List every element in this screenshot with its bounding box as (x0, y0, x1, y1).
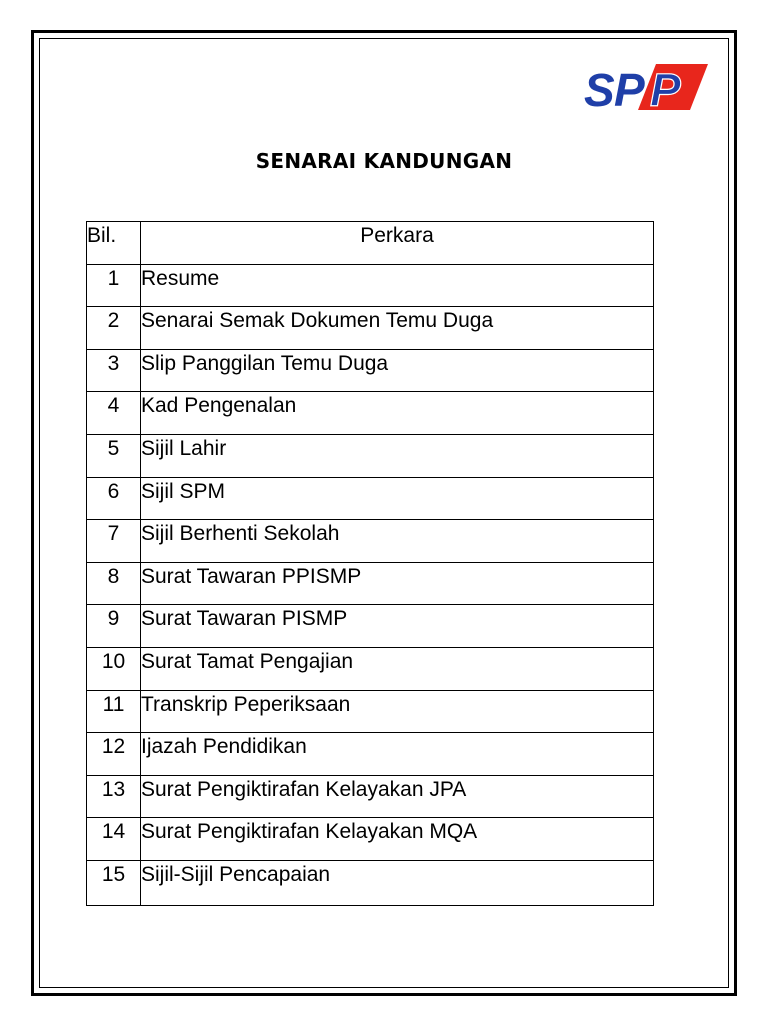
row-number: 15 (87, 860, 141, 905)
document-title: SENARAI KANDUNGAN (255, 149, 513, 173)
row-item: Slip Panggilan Temu Duga (141, 349, 654, 392)
row-number: 1 (87, 264, 141, 307)
table-row (87, 818, 654, 861)
row-item: Transkrip Peperiksaan (141, 690, 654, 733)
table-row (87, 307, 654, 350)
table-row (87, 690, 654, 733)
row-number: 7 (87, 520, 141, 563)
contents-table (86, 221, 654, 906)
row-number: 9 (87, 605, 141, 648)
row-item: Sijil-Sijil Pencapaian (141, 860, 654, 905)
table-row (87, 264, 654, 307)
table-row (87, 733, 654, 776)
row-number: 4 (87, 392, 141, 435)
row-item: Surat Tawaran PISMP (141, 605, 654, 648)
row-item: Surat Tamat Pengajian (141, 647, 654, 690)
row-item: Kad Pengenalan (141, 392, 654, 435)
table-row (87, 860, 654, 905)
row-number: 14 (87, 818, 141, 861)
table-row (87, 562, 654, 605)
table-header-row (87, 222, 654, 265)
column-header-number: Bil. (87, 222, 141, 265)
row-number: 13 (87, 775, 141, 818)
row-number: 12 (87, 733, 141, 776)
svg-text:S: S (584, 64, 615, 116)
table-row (87, 434, 654, 477)
column-header-item: Perkara (141, 222, 654, 265)
row-number: 3 (87, 349, 141, 392)
row-item: Resume (141, 264, 654, 307)
table-row (87, 477, 654, 520)
table-row (87, 520, 654, 563)
table-row (87, 392, 654, 435)
row-number: 6 (87, 477, 141, 520)
row-item: Sijil SPM (141, 477, 654, 520)
row-item: Surat Pengiktirafan Kelayakan JPA (141, 775, 654, 818)
row-number: 8 (87, 562, 141, 605)
row-number: 2 (87, 307, 141, 350)
svg-text:P: P (650, 64, 681, 116)
row-item: Senarai Semak Dokumen Temu Duga (141, 307, 654, 350)
row-item: Surat Tawaran PPISMP (141, 562, 654, 605)
row-number: 11 (87, 690, 141, 733)
row-item: Sijil Berhenti Sekolah (141, 520, 654, 563)
table-body (87, 264, 654, 905)
table-row (87, 605, 654, 648)
row-item: Sijil Lahir (141, 434, 654, 477)
row-item: Ijazah Pendidikan (141, 733, 654, 776)
row-item: Surat Pengiktirafan Kelayakan MQA (141, 818, 654, 861)
table-row (87, 775, 654, 818)
svg-text:P: P (614, 64, 645, 116)
row-number: 5 (87, 434, 141, 477)
table-row (87, 349, 654, 392)
row-number: 10 (87, 647, 141, 690)
spp-logo (582, 60, 710, 116)
table-row (87, 647, 654, 690)
